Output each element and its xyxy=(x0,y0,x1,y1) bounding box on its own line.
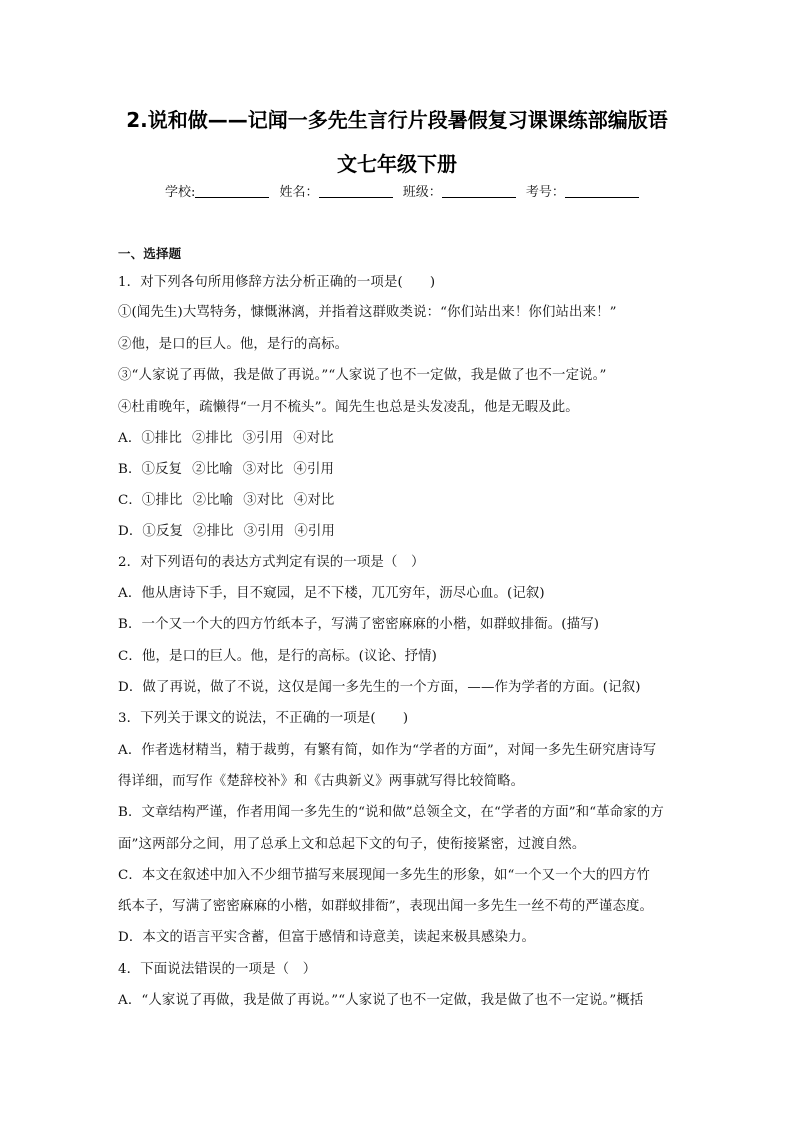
q3-line: A．作者选材精当，精于裁剪，有繁有简，如作为“学者的方面”，对闻一多先生研究唐诗写 xyxy=(118,743,657,758)
q1-item: ②他，是口的巨人。他，是行的高标。 xyxy=(118,337,349,352)
q2-option-c: C．他，是口的巨人。他，是行的高标。(议论、抒情) xyxy=(118,649,438,664)
option-part: A．①排比 xyxy=(118,431,182,446)
q1-option-c xyxy=(118,489,344,508)
section-heading: 一、选择题 xyxy=(118,246,182,261)
exam-number-label: 考号： xyxy=(525,185,565,200)
q1-item: ③“人家说了再做，我是做了再说。”“人家说了也不一定做，我是做了也不一定说。” xyxy=(118,368,607,383)
q3-line: C．本文在叙述中加入不少细节描写来展现闻一多先生的形象，如“一个又一个大的四方竹 xyxy=(118,868,650,883)
school-label: 学校: xyxy=(165,185,196,200)
class-label: 班级： xyxy=(402,185,442,200)
option-part: ②比喻 xyxy=(192,493,234,508)
name-label: 姓名： xyxy=(279,185,319,200)
q1-option-a xyxy=(118,427,344,446)
q3-line: 得详细，而写作《楚辞校补》和《古典新义》两事就写得比较简略。 xyxy=(118,774,525,789)
q3-line: 面”这两部分之间，用了总承上文和总起下文的句子，使衔接紧密，过渡自然。 xyxy=(118,837,586,852)
option-part: ③引用 xyxy=(242,431,284,446)
class-blank xyxy=(442,185,516,198)
option-part: ④对比 xyxy=(293,493,335,508)
q4-line: A．“人家说了再做，我是做了再说。”“人家说了也不一定做，我是做了也不一定说。”概括 xyxy=(118,993,644,1008)
q2-option-a: A．他从唐诗下手，目不窥园，足不下楼，兀兀穷年，沥尽心血。(记叙) xyxy=(118,586,545,601)
q1-stem: 1．对下列各句所用修辞方法分析正确的一项是( ) xyxy=(118,275,436,290)
q1-item: ①(闻先生)大骂特务，慷慨淋漓，并指着这群败类说：“你们站出来！你们站出来！” xyxy=(118,305,617,320)
q4-stem: 4．下面说法错误的一项是（ ） xyxy=(118,962,317,977)
option-part: ②比喻 xyxy=(192,462,233,477)
document-title-line1: 2.说和做——记闻一多先生言行片段暑假复习课课练部编版语 xyxy=(126,108,668,132)
q3-line: D．本文的语言平实含蓄，但富于感情和诗意美，读起来极具感染力。 xyxy=(118,930,536,945)
option-part: ④引用 xyxy=(293,462,335,477)
q3-line: B．文章结构严谨，作者用闻一多先生的“说和做”总领全文，在“学者的方面”和“革命家的方 xyxy=(118,805,664,820)
student-info-row xyxy=(165,181,635,200)
school-blank xyxy=(195,185,269,198)
q3-stem: 3．下列关于课文的说法，不正确的一项是( ) xyxy=(118,711,409,726)
exam-number-blank xyxy=(565,185,639,198)
option-part: C．①排比 xyxy=(118,493,183,508)
q1-item: ④杜甫晚年，疏懒得“一月不梳头”。闻先生也总是头发凌乱，他是无暇及此。 xyxy=(118,400,579,415)
q3-line: 纸本子，写满了密密麻麻的小楷，如群蚁排衙”，表现出闻一多先生一丝不苟的严谨态度。 xyxy=(118,899,654,914)
option-part: ③引用 xyxy=(243,524,285,539)
name-blank xyxy=(319,185,393,198)
q1-option-b xyxy=(118,458,344,477)
option-part: ④引用 xyxy=(294,524,335,539)
q2-option-d: D．做了再说，做了不说，这仅是闻一多先生的一个方面，——作为学者的方面。(记叙) xyxy=(118,680,641,695)
option-part: ②排比 xyxy=(191,431,233,446)
q1-option-d xyxy=(118,520,345,539)
document-title-line2: 文七年级下册 xyxy=(337,152,457,176)
option-part: ④对比 xyxy=(293,431,334,446)
q2-stem: 2．对下列语句的表达方式判定有误的一项是（ ） xyxy=(118,555,425,570)
q2-option-b: B．一个又一个大的四方竹纸本子，写满了密密麻麻的小楷，如群蚁排衙。(描写) xyxy=(118,617,600,632)
option-part: ③对比 xyxy=(243,493,284,508)
option-part: ③对比 xyxy=(242,462,284,477)
option-part: ②排比 xyxy=(193,524,234,539)
option-part: D．①反复 xyxy=(118,524,184,539)
option-part: B．①反复 xyxy=(118,462,183,477)
